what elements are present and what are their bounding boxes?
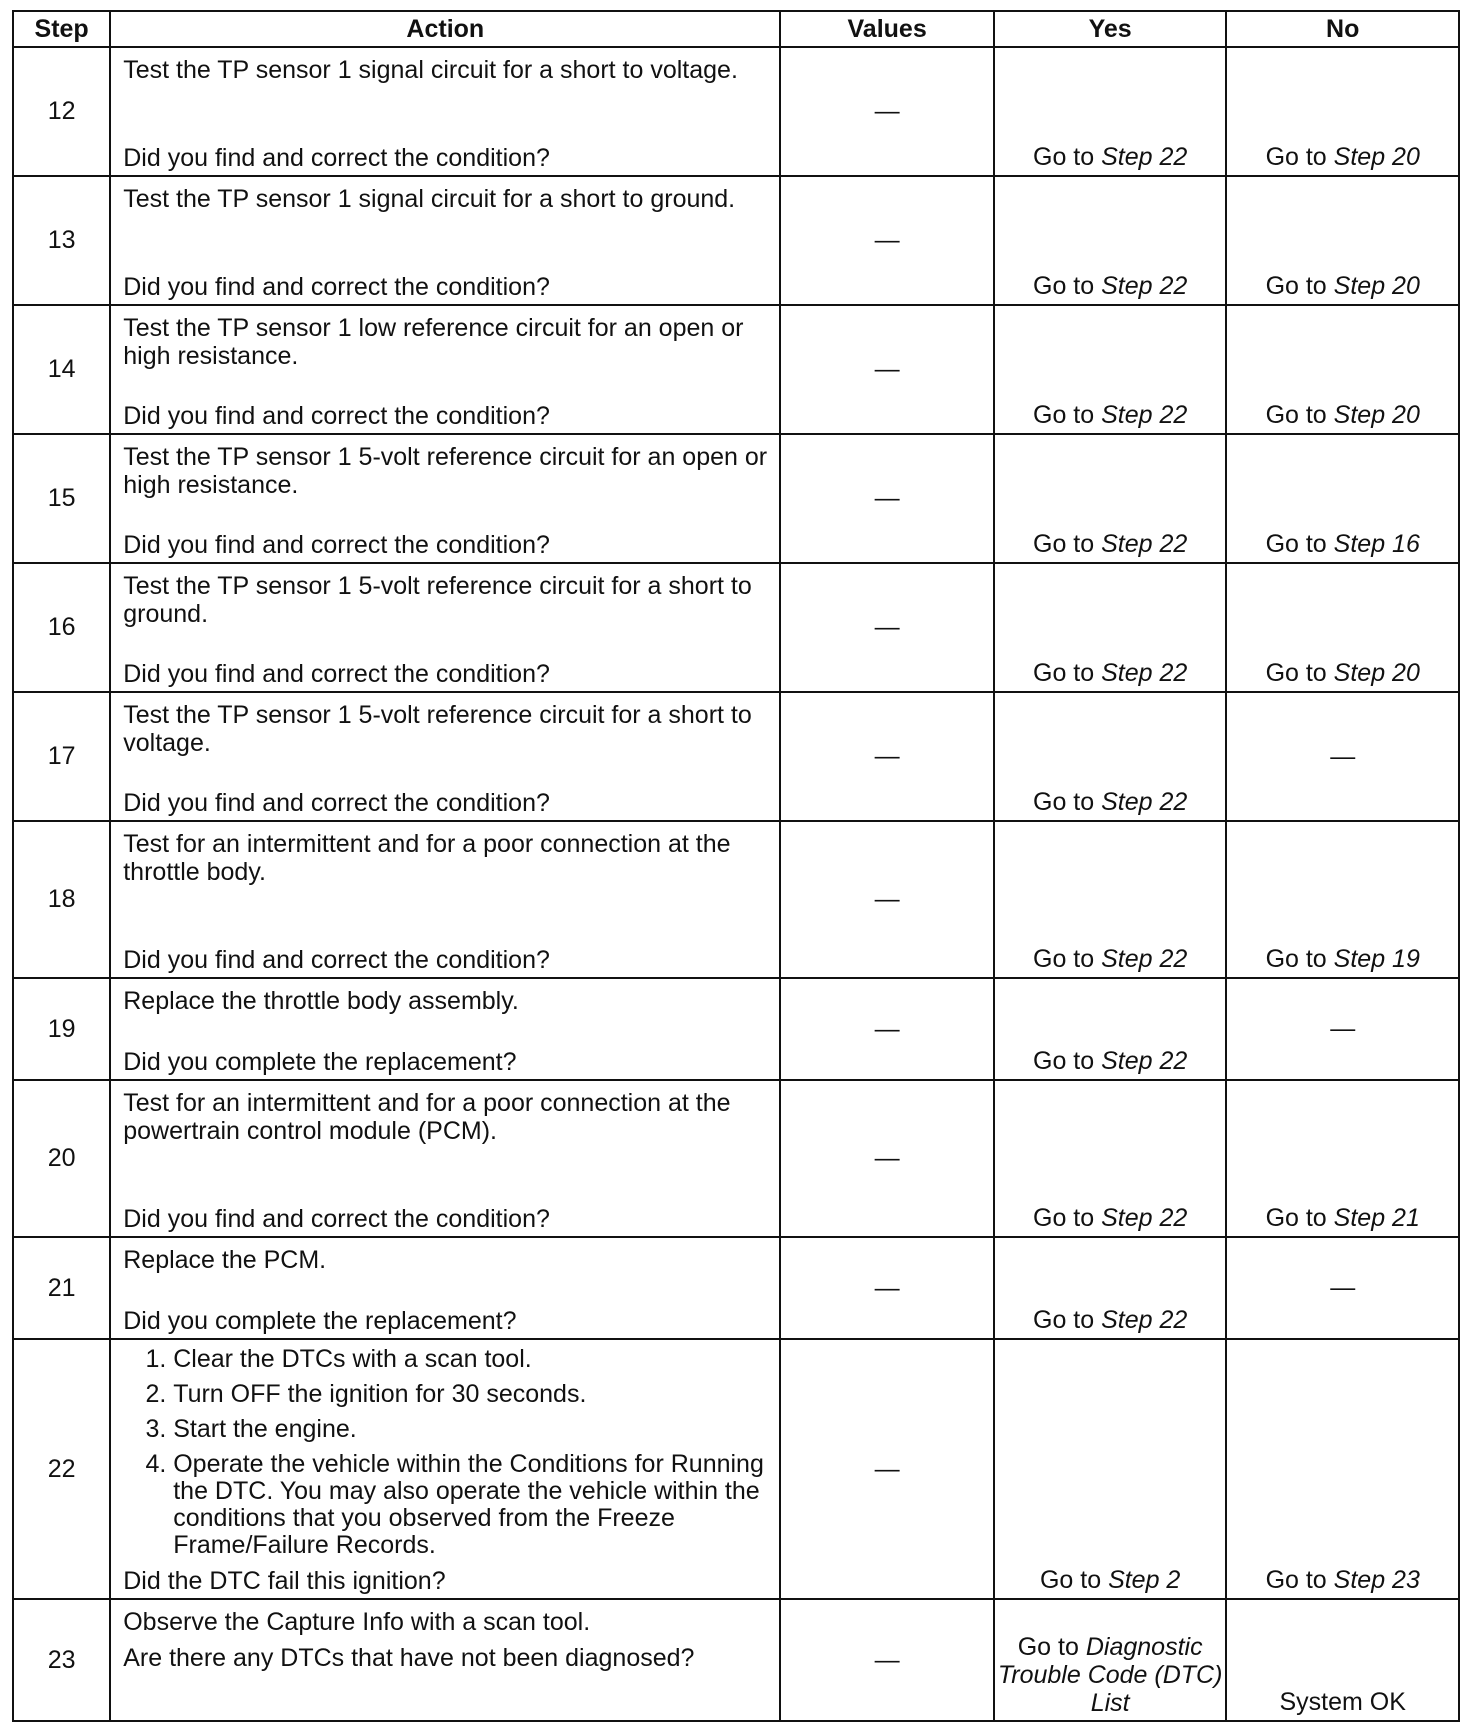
list-item: 4. Operate the vehicle within the Conditions for Running the DTC. You may also operate the vehicle within the conditions that you observed from the Freeze Frame/Failure Records. — [173, 1451, 769, 1559]
table-row — [13, 692, 1459, 821]
yes-cell — [994, 305, 1227, 434]
no-step-link[interactable]: Step 16 — [1333, 530, 1420, 558]
step-number: 12 — [13, 47, 110, 176]
action-cell — [110, 434, 780, 563]
values-cell: — — [780, 305, 994, 434]
table-row — [13, 176, 1459, 305]
values-cell: — — [780, 821, 994, 978]
yes-cell — [994, 821, 1227, 978]
no-dash: — — [1330, 1273, 1356, 1302]
table-row — [13, 1237, 1459, 1339]
action-instruction: Test for an intermittent and for a poor connection at the throttle body. — [123, 830, 731, 886]
no-prefix: Go to — [1265, 1204, 1327, 1232]
table-row — [13, 821, 1459, 978]
values-cell: — — [780, 1080, 994, 1237]
no-step-link[interactable]: Step 20 — [1333, 659, 1420, 687]
values-cell: — — [780, 47, 994, 176]
yes-prefix: Go to — [1033, 272, 1095, 300]
action-instruction: Replace the throttle body assembly. — [123, 987, 519, 1015]
yes-dtc-list-link[interactable]: Diagnostic Trouble Code (DTC) List — [997, 1633, 1223, 1717]
action-question: Did you complete the replacement? — [123, 1307, 517, 1335]
no-system-ok: System OK — [1279, 1688, 1406, 1716]
yes-prefix: Go to — [1033, 1204, 1095, 1232]
table-row — [13, 434, 1459, 563]
action-cell — [110, 563, 780, 692]
list-item: 1. Clear the DTCs with a scan tool. — [173, 1346, 769, 1373]
table-row — [13, 1080, 1459, 1237]
action-cell — [110, 47, 780, 176]
header-step: Step — [13, 11, 110, 47]
no-cell — [1226, 176, 1459, 305]
diagnostic-table — [12, 10, 1460, 1722]
yes-cell — [994, 434, 1227, 563]
no-cell — [1226, 1080, 1459, 1237]
yes-cell — [994, 1339, 1227, 1599]
no-step-link[interactable]: Step 20 — [1333, 143, 1420, 171]
step-number: 22 — [13, 1339, 110, 1599]
step-number: 19 — [13, 978, 110, 1080]
action-cell — [110, 1237, 780, 1339]
table-row — [13, 305, 1459, 434]
table-row — [13, 978, 1459, 1080]
yes-step-link[interactable]: Step 2 — [1108, 1566, 1181, 1594]
yes-cell — [994, 1237, 1227, 1339]
step-number: 16 — [13, 563, 110, 692]
list-item: 3. Start the engine. — [173, 1416, 769, 1443]
action-question: Did you find and correct the condition? — [123, 660, 550, 688]
action-question: Did the DTC fail this ignition? — [123, 1567, 446, 1595]
yes-cell — [994, 47, 1227, 176]
yes-step-link[interactable]: Step 22 — [1101, 1306, 1188, 1334]
no-prefix: Go to — [1265, 143, 1327, 171]
action-cell — [110, 692, 780, 821]
no-cell — [1226, 47, 1459, 176]
action-cell — [110, 1339, 780, 1599]
yes-cell — [994, 176, 1227, 305]
action-question: Did you find and correct the condition? — [123, 946, 550, 974]
yes-cell — [994, 1080, 1227, 1237]
values-cell: — — [780, 978, 994, 1080]
table-row — [13, 563, 1459, 692]
no-cell — [1226, 1339, 1459, 1599]
action-step-list — [111, 1340, 779, 1559]
action-cell — [110, 978, 780, 1080]
values-cell: — — [780, 1599, 994, 1721]
step-number: 17 — [13, 692, 110, 821]
action-question: Did you complete the replacement? — [123, 1048, 517, 1076]
values-cell: — — [780, 1237, 994, 1339]
header-yes: Yes — [994, 11, 1227, 47]
no-step-link[interactable]: Step 20 — [1333, 401, 1420, 429]
action-cell — [110, 821, 780, 978]
no-step-link[interactable]: Step 21 — [1333, 1204, 1420, 1232]
yes-step-link[interactable]: Step 22 — [1101, 1204, 1188, 1232]
no-cell — [1226, 1237, 1459, 1339]
yes-step-link[interactable]: Step 22 — [1101, 401, 1188, 429]
no-dash: — — [1330, 742, 1356, 770]
yes-prefix: Go to — [1033, 401, 1095, 429]
no-prefix: Go to — [1265, 945, 1327, 973]
header-no: No — [1226, 11, 1459, 47]
yes-prefix: Go to — [1033, 143, 1095, 171]
no-cell — [1226, 692, 1459, 821]
yes-prefix: Go to — [1033, 788, 1095, 816]
yes-prefix: Go to — [1039, 1566, 1102, 1594]
yes-prefix: Go to — [1033, 659, 1095, 687]
no-cell — [1226, 821, 1459, 978]
no-cell — [1226, 1599, 1459, 1721]
action-instruction: Test the TP sensor 1 low reference circuit for an open or high resistance. — [123, 314, 744, 370]
action-question: Did you find and correct the condition? — [123, 789, 550, 817]
action-question: Did you find and correct the condition? — [123, 273, 550, 301]
action-instruction: Test the TP sensor 1 signal circuit for a short to voltage. — [123, 56, 738, 84]
yes-cell — [994, 1599, 1227, 1721]
yes-step-link[interactable]: Step 22 — [1101, 945, 1188, 973]
action-instruction: Test the TP sensor 1 5-volt reference circuit for an open or high resistance. — [123, 443, 768, 499]
yes-prefix: Go to — [1017, 1633, 1079, 1661]
yes-prefix: Go to — [1033, 945, 1095, 973]
values-cell: — — [780, 692, 994, 821]
step-number: 23 — [13, 1599, 110, 1721]
action-question: Did you find and correct the condition? — [123, 531, 550, 559]
no-prefix: Go to — [1265, 659, 1327, 687]
action-instruction: Test for an intermittent and for a poor connection at the powertrain control module (PCM). — [123, 1089, 731, 1145]
step-number: 14 — [13, 305, 110, 434]
no-step-link[interactable]: Step 20 — [1333, 272, 1420, 300]
yes-prefix: Go to — [1033, 1047, 1095, 1075]
yes-step-link[interactable]: Step 22 — [1101, 143, 1188, 171]
yes-cell — [994, 978, 1227, 1080]
no-prefix: Go to — [1265, 530, 1327, 558]
values-cell: — — [780, 176, 994, 305]
no-dash: — — [1330, 1014, 1356, 1043]
action-instruction: Replace the PCM. — [123, 1246, 327, 1274]
action-question: Did you find and correct the condition? — [123, 402, 550, 430]
no-cell — [1226, 978, 1459, 1080]
list-item: 2. Turn OFF the ignition for 30 seconds. — [173, 1381, 769, 1408]
action-cell — [110, 1599, 780, 1721]
action-question: Did you find and correct the condition? — [123, 1205, 550, 1233]
yes-cell — [994, 692, 1227, 821]
no-step-link[interactable]: Step 23 — [1333, 1566, 1420, 1594]
action-cell — [110, 305, 780, 434]
yes-step-link[interactable]: Step 22 — [1101, 530, 1188, 558]
table-row — [13, 1599, 1459, 1721]
yes-step-link[interactable]: Step 22 — [1101, 272, 1188, 300]
header-values: Values — [780, 11, 994, 47]
no-prefix: Go to — [1265, 401, 1327, 429]
table-row — [13, 1339, 1459, 1599]
no-cell — [1226, 434, 1459, 563]
action-question: Are there any DTCs that have not been diagnosed? — [123, 1644, 695, 1672]
step-number: 15 — [13, 434, 110, 563]
action-question: Did you find and correct the condition? — [123, 144, 550, 172]
header-action: Action — [110, 11, 780, 47]
action-instruction: Test the TP sensor 1 signal circuit for a short to ground. — [123, 185, 736, 213]
no-step-link[interactable]: Step 19 — [1333, 945, 1420, 973]
yes-prefix: Go to — [1033, 1306, 1095, 1334]
action-instruction: Test the TP sensor 1 5-volt reference circuit for a short to voltage. — [123, 701, 752, 757]
header-row — [13, 11, 1459, 47]
values-cell: — — [780, 563, 994, 692]
step-number: 21 — [13, 1237, 110, 1339]
action-cell — [110, 1080, 780, 1237]
values-cell: — — [780, 1339, 994, 1599]
yes-step-link[interactable]: Step 22 — [1101, 1047, 1188, 1075]
yes-step-link[interactable]: Step 22 — [1101, 659, 1188, 687]
yes-step-link[interactable]: Step 22 — [1101, 788, 1188, 816]
values-cell: — — [780, 434, 994, 563]
step-number: 18 — [13, 821, 110, 978]
no-prefix: Go to — [1265, 1566, 1327, 1594]
table-row — [13, 47, 1459, 176]
no-cell — [1226, 305, 1459, 434]
no-cell — [1226, 563, 1459, 692]
action-instruction: Observe the Capture Info with a scan tool. — [123, 1608, 591, 1636]
action-cell — [110, 176, 780, 305]
yes-prefix: Go to — [1033, 530, 1095, 558]
no-prefix: Go to — [1265, 272, 1327, 300]
action-instruction: Test the TP sensor 1 5-volt reference circuit for a short to ground. — [123, 572, 752, 628]
step-number: 13 — [13, 176, 110, 305]
yes-cell — [994, 563, 1227, 692]
step-number: 20 — [13, 1080, 110, 1237]
